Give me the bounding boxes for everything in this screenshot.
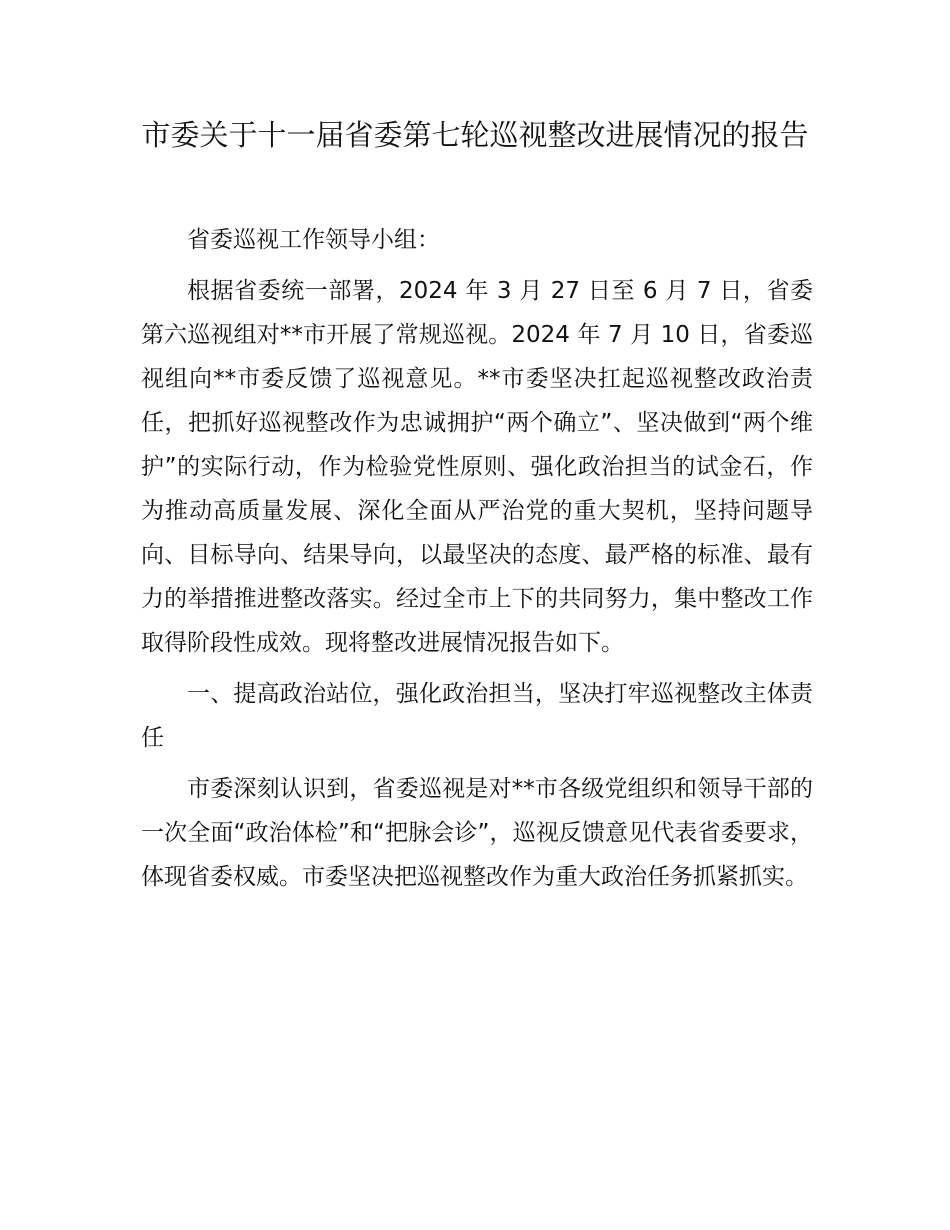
document-body (141, 218, 813, 899)
salutation: 省委巡视工作领导小组： (187, 227, 440, 253)
paragraph-section-1: 市委深刻认识到，省委巡视是对**市各级党组织和领导干部的一次全面“政治体检”和“把脉会诊”，巡视反馈意见代表省委要求，体现省委权威。市委坚决把巡视整改作为重大政治任务抓紧抓实。 (141, 776, 813, 890)
paragraph-intro: 根据省委统一部署，2024 年 3 月 27 日至 6 月 7 日，省委第六巡视组对**市开展了常规巡视。2024 年 7 月 10 日，省委巡视组向**市委反馈了巡视意见。**市委坚决扛起巡视整改政治责任，把抓好巡视整改作为忠诚拥护“两个确立”、坚决做到“两个维护”的实际行动，作为检验党性原则、强化政治担当的试金石，作为推动高质量发展、深化全面从严治党的重大契机，坚持问题导向、目标导向、结果导向，以最坚决的态度、最严格的标准、最有力的举措推进整改落实。经过全市上下的共同努力，集中整改工作取得阶段性成效。现将整改进展情况报告如下。 (141, 278, 813, 656)
document-title: 市委关于十一届省委第七轮巡视整改进展情况的报告 (141, 118, 809, 152)
section-heading-1: 一、提高政治站位，强化政治担当，坚决打牢巡视整改主体责任 (141, 681, 813, 751)
